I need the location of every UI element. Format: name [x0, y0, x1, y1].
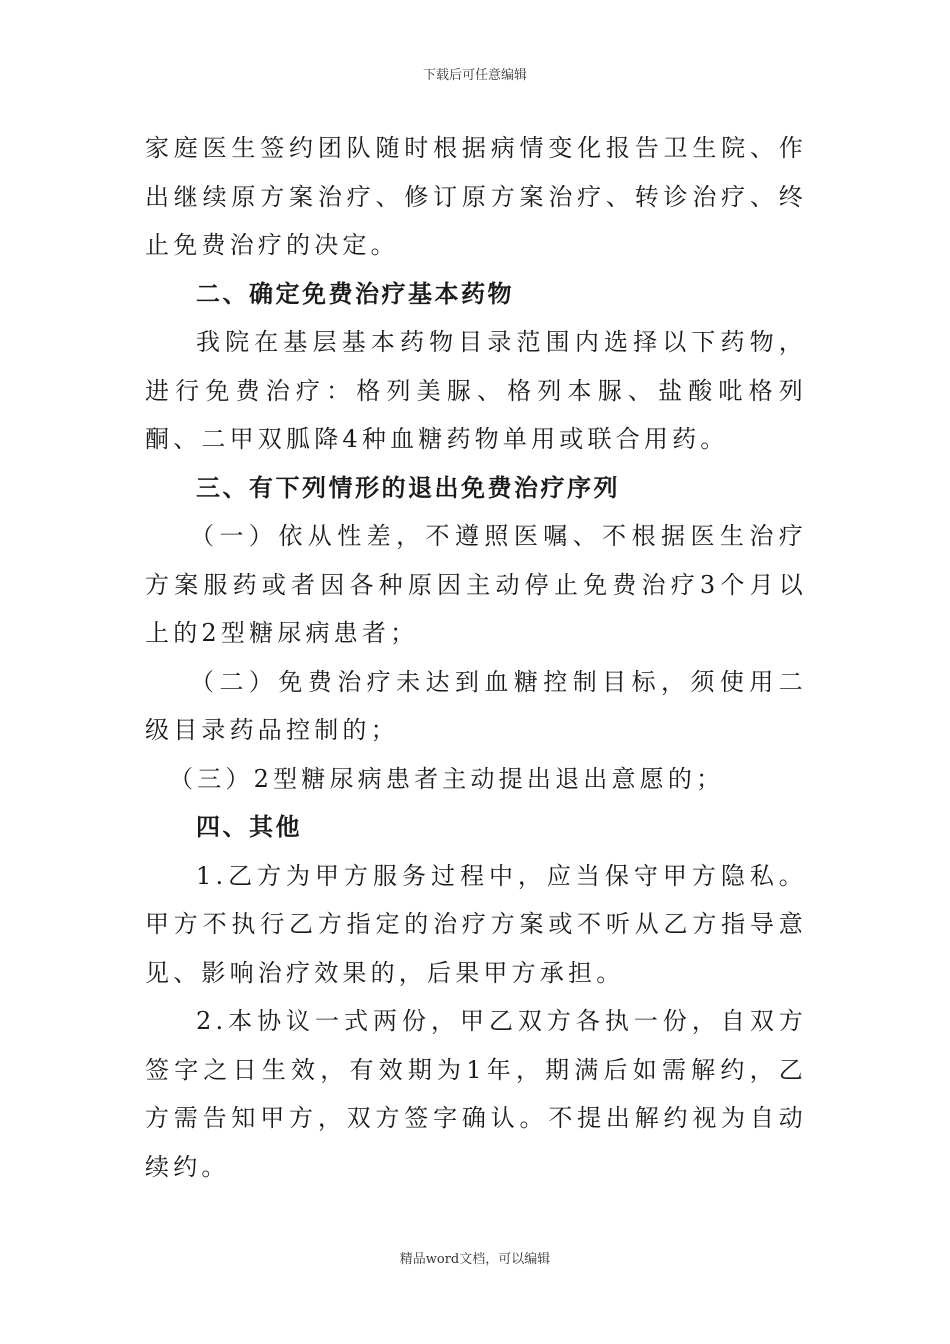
page-footer-note: 精品word文档，可以编辑 [399, 1252, 551, 1267]
list-item-3: （三）2型糖尿病患者主动提出退出意愿的； [169, 764, 725, 793]
section-heading-4: 四、其他 [196, 813, 302, 841]
clause-2: 2.本协议一式两份，甲乙双方各执一份，自双方签字之日生效，有效期为1年，期满后如需解约，乙方需告知甲方，双方签字确认。不提出解约视为自动续约。 [145, 1007, 807, 1181]
list-item-1: （一）依从性差，不遵照医嘱、不根据医生治疗方案服药或者因各种原因主动停止免费治疗3个月以上的2型糖尿病患者； [145, 522, 807, 647]
document-body [145, 124, 807, 1191]
clause-1: 1.乙方为甲方服务过程中，应当保守甲方隐私。甲方不执行乙方指定的治疗方案或不听从乙方指导意见、影响治疗效果的，后果甲方承担。 [145, 861, 807, 987]
paragraph-continuation: 家庭医生签约团队随时根据病情变化报告卫生院、作出继续原方案治疗、修订原方案治疗、转诊治疗、终止免费治疗的决定。 [145, 134, 807, 259]
section-heading-2: 二、确定免费治疗基本药物 [196, 279, 514, 308]
page-header-note: 下载后可任意编辑 [422, 68, 527, 83]
paragraph-drugs: 我院在基层基本药物目录范围内选择以下药物，进行免费治疗：格列美脲、格列本脲、盐酸吡格列酮、二甲双胍降4种血糖药物单用或联合用药。 [145, 328, 807, 453]
section-heading-3: 三、有下列情形的退出免费治疗序列 [196, 473, 620, 502]
list-item-2: （二）免费治疗未达到血糖控制目标，须使用二级目录药品控制的； [145, 667, 807, 744]
